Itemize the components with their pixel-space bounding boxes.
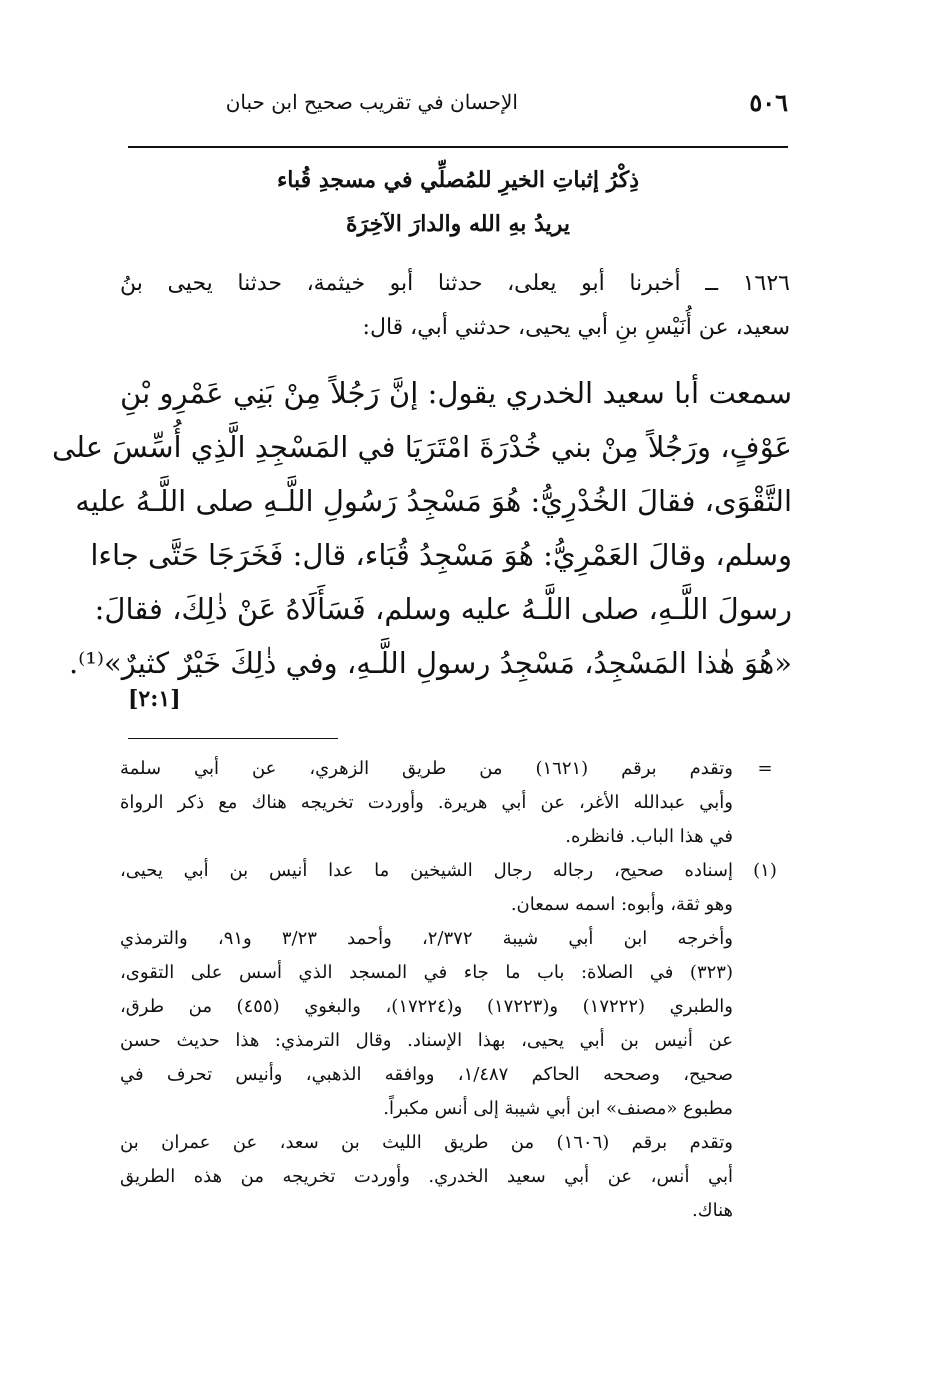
footnote-1 (120, 854, 785, 922)
footnote-1-cross-reference (120, 1126, 785, 1228)
footnote-line: وهو ثقة، وأبوه: اسمه سمعان. (510, 894, 733, 915)
isnad-line: ١٦٢٦ ــ أخبرنا أبو يعلى، حدثنا أبو خيثمة، حدثنا يحيى بنُ (120, 271, 790, 296)
matn-line: عَوْفٍ، ورَجُلاً مِنْ بني خُدْرَةَ امْتَرَيَا في المَسْجِدِ الَّذِي أُسِّسَ على (51, 430, 792, 464)
header-divider (128, 146, 788, 148)
matn-line: سمعت أبا سعيد الخدري يقول: إنَّ رَجُلاً مِنْ بَنِي عَمْرِو بْنِ (120, 376, 792, 410)
footnote-line: وتقدم برقم (١٦٠٦) من طريق الليث بن سعد، عن عمران بن (120, 1132, 733, 1153)
isnad-line: سعيد، عن أُنَيْسِ بنِ أبي يحيى، حدثني أبي، قال: (362, 315, 790, 340)
footnote-line: وأخرجه ابن أبي شيبة ٢/٣٧٢، وأحمد ٣/٢٣ و٩١، والترمذي (120, 928, 733, 949)
hadith-reference: [٢:١] (128, 686, 181, 712)
footnote-line: مطبوع «مصنف» ابن أبي شيبة إلى أنس مكبراً. (383, 1098, 733, 1119)
chapter-heading (128, 158, 788, 246)
matn-line: التَّقْوَى، فقالَ الخُدْرِيُّ: هُوَ مَسْجِدُ رَسُولِ اللَّـهِ صلى اللَّـهُ عليه (75, 484, 792, 518)
book-title: الإحسان في تقريب صحيح ابن حبان (225, 90, 518, 114)
footnote-marker: (١) (753, 860, 777, 881)
footnote-line: صحيح، وصححه الحاكم ١/٤٨٧، ووافقه الذهبي، وأنيس تحرف في (120, 1064, 734, 1085)
footnote-divider (128, 738, 338, 739)
hadith-isnad (120, 262, 790, 350)
hadith-matn (51, 366, 792, 690)
running-header (128, 88, 788, 128)
footnote-line: والطبري (١٧٢٢٢) و(١٧٢٢٣) و(١٧٢٢٤)، والبغوي (٤٥٥) من طرق، (120, 996, 734, 1017)
chapter-title-line-2: يريدُ بهِ الله والدارَ الآخِرَةَ (345, 211, 571, 237)
footnote-line: (٣٢٣) في الصلاة: باب ما جاء في المسجد الذي أسس على التقوى، (120, 962, 733, 983)
page-number: ٥٠٦ (749, 88, 788, 117)
footnote-line: عن أنيس بن أبي يحيى، بهذا الإسناد. وقال الترمذي: هذا حديث حسن (120, 1030, 733, 1051)
footnote-1-takhrij (120, 922, 785, 1126)
footnote-line: وأبي عبدالله الأغر، عن أبي هريرة. وأوردت تخريجه هناك مع ذكر الرواة (120, 792, 733, 813)
footnotes (120, 752, 785, 1228)
matn-line: رسولَ اللَّـهِ، صلى اللَّـهُ عليه وسلم، فَسَأَلَاهُ عَنْ ذٰلِكَ، فقالَ: (94, 592, 792, 626)
footnote-line: أبي أنس، عن أبي سعيد الخدري. وأوردت تخريجه من هذه الطريق (120, 1166, 733, 1187)
footnote-line: في هذا الباب. فانظره. (565, 826, 733, 847)
footnote-line: إسناده صحيح، رجاله رجال الشيخين ما عدا أنيس بن أبي يحيى، (120, 860, 733, 881)
footnote-marker: = (757, 758, 773, 779)
footnote-continuation (120, 752, 785, 854)
matn-line: «هُوَ هٰذا المَسْجِدُ، مَسْجِدُ رسولِ اللَّـهِ، وفي ذٰلِكَ خَيْرٌ كثيرٌ»⁽¹⁾. (68, 646, 792, 680)
footnote-line: وتقدم برقم (١٦٢١) من طريق الزهري، عن أبي سلمة (120, 758, 733, 779)
chapter-title-line-1: ذِكْرُ إثباتِ الخيرِ للمُصلِّي في مسجدِ قُباء (276, 167, 640, 193)
matn-line: وسلم، وقالَ العَمْرِيُّ: هُوَ مَسْجِدُ قُبَاء، قال: فَخَرَجَا حَتَّى جاءا (90, 538, 792, 572)
footnote-line: هناك. (692, 1200, 733, 1221)
